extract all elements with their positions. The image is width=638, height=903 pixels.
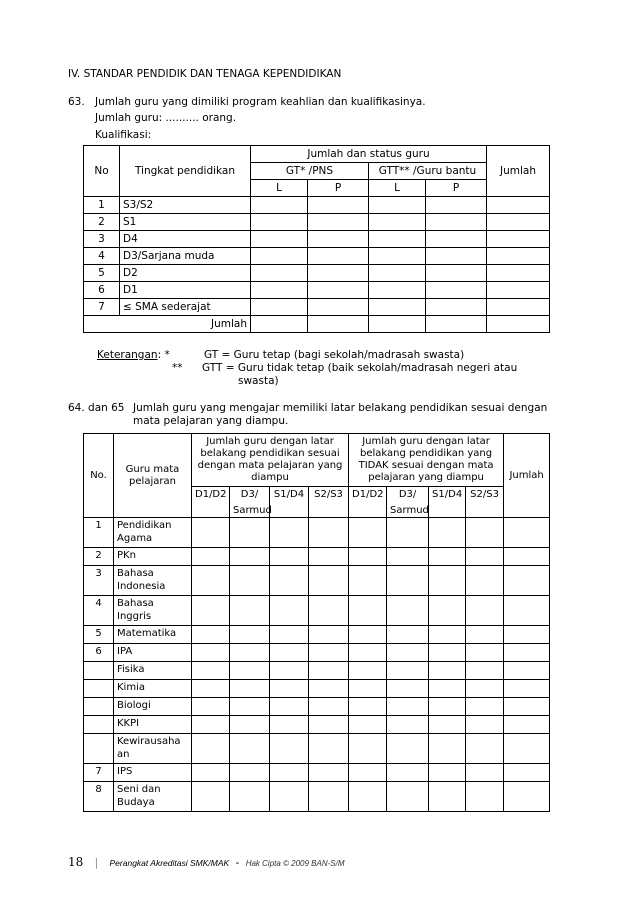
- header-l: L: [251, 180, 308, 197]
- row-number: 5: [84, 265, 120, 282]
- header-d3: [387, 487, 429, 518]
- q64-number: 64. dan 65: [68, 402, 125, 414]
- input-cell[interactable]: [387, 566, 429, 596]
- table-row: [84, 265, 550, 282]
- subject-teacher-table: [83, 433, 550, 812]
- input-cell[interactable]: [230, 566, 270, 596]
- header-p: P: [308, 180, 369, 197]
- q63-number: 63.: [68, 96, 85, 108]
- input-cell[interactable]: [349, 644, 387, 662]
- input-cell[interactable]: [309, 596, 349, 626]
- input-cell[interactable]: [487, 282, 550, 299]
- input-cell[interactable]: [387, 626, 429, 644]
- input-cell[interactable]: [349, 782, 387, 812]
- input-cell[interactable]: [429, 596, 466, 626]
- table-row: [84, 248, 550, 265]
- table-row: [84, 734, 550, 764]
- input-cell[interactable]: [426, 231, 487, 248]
- input-cell[interactable]: [349, 626, 387, 644]
- input-cell[interactable]: [369, 197, 426, 214]
- input-cell[interactable]: [426, 197, 487, 214]
- input-cell[interactable]: [504, 764, 550, 782]
- row-label: [114, 764, 192, 782]
- q63-jumlah-guru: Jumlah guru: .......... orang.: [95, 112, 237, 124]
- header-gtt: GTT** /Guru bantu: [369, 163, 487, 180]
- header-tidak-sesuai: [349, 434, 504, 487]
- input-cell[interactable]: [429, 716, 466, 734]
- row-label: D3/Sarjana muda: [120, 248, 251, 265]
- row-label: [114, 782, 192, 812]
- input-cell[interactable]: [349, 518, 387, 548]
- input-cell[interactable]: [387, 596, 429, 626]
- row-number: 4: [84, 596, 114, 626]
- table-row: [84, 716, 550, 734]
- input-cell[interactable]: [251, 299, 308, 316]
- input-cell[interactable]: [309, 716, 349, 734]
- input-cell[interactable]: [487, 265, 550, 282]
- keterangan-gt: GT = Guru tetap (bagi sekolah/madrasah swasta): [204, 349, 465, 361]
- input-cell[interactable]: [230, 548, 270, 566]
- q64-text-line2: mata pelajaran yang diampu.: [133, 415, 289, 427]
- keterangan-gtt: GTT = Guru tidak tetap (baik sekolah/madrasah negeri atau: [202, 362, 518, 374]
- header-sesuai-line4: diampu: [251, 472, 289, 483]
- input-cell[interactable]: [230, 734, 270, 764]
- table-header-row: [84, 146, 550, 163]
- input-cell[interactable]: [309, 626, 349, 644]
- input-cell[interactable]: [466, 734, 504, 764]
- input-cell[interactable]: [192, 518, 230, 548]
- input-cell[interactable]: [192, 662, 230, 680]
- input-cell[interactable]: [192, 566, 230, 596]
- keterangan-label: Keterangan: [97, 349, 158, 361]
- input-cell[interactable]: [270, 644, 309, 662]
- input-cell[interactable]: [308, 282, 369, 299]
- input-cell[interactable]: [369, 248, 426, 265]
- input-cell[interactable]: [270, 698, 309, 716]
- input-cell[interactable]: [309, 566, 349, 596]
- row-label-line1: Kimia: [117, 682, 145, 693]
- row-label-line2: an: [117, 749, 130, 760]
- input-cell[interactable]: [309, 734, 349, 764]
- input-cell[interactable]: [349, 716, 387, 734]
- input-cell[interactable]: [487, 248, 550, 265]
- input-cell[interactable]: [426, 265, 487, 282]
- section-title: IV. STANDAR PENDIDIK DAN TENAGA KEPENDIDIKAN: [68, 68, 342, 80]
- input-cell[interactable]: [230, 626, 270, 644]
- input-cell[interactable]: [487, 231, 550, 248]
- row-label: [114, 680, 192, 698]
- header-s2s3: S2/S3: [466, 487, 504, 518]
- table-row: [84, 282, 550, 299]
- header-gt: GT* /PNS: [251, 163, 369, 180]
- input-cell[interactable]: [251, 265, 308, 282]
- input-cell[interactable]: [369, 214, 426, 231]
- row-label: [114, 698, 192, 716]
- row-label-line1: Kewirausaha: [117, 736, 181, 747]
- keterangan-mark-1: : *: [157, 349, 170, 361]
- input-cell[interactable]: [349, 596, 387, 626]
- input-cell[interactable]: [487, 299, 550, 316]
- input-cell[interactable]: [309, 518, 349, 548]
- input-cell[interactable]: [466, 662, 504, 680]
- input-cell[interactable]: [251, 282, 308, 299]
- row-number: [84, 680, 114, 698]
- total-label: Jumlah: [84, 316, 251, 333]
- input-cell[interactable]: [466, 548, 504, 566]
- row-number: 4: [84, 248, 120, 265]
- input-cell[interactable]: [504, 782, 550, 812]
- row-label-line1: Matematika: [117, 628, 177, 639]
- input-cell[interactable]: [369, 299, 426, 316]
- header-d3-line1: D3/: [398, 489, 417, 500]
- input-cell[interactable]: [387, 764, 429, 782]
- header-jumlah: Jumlah: [504, 434, 550, 518]
- input-cell[interactable]: [230, 518, 270, 548]
- input-cell[interactable]: [429, 644, 466, 662]
- header-mapel-line2: pelajaran: [129, 475, 176, 487]
- row-label: [114, 662, 192, 680]
- input-cell[interactable]: [270, 680, 309, 698]
- header-no: No: [84, 146, 120, 197]
- input-cell[interactable]: [270, 734, 309, 764]
- row-label-line1: PKn: [117, 550, 136, 561]
- row-label-line1: KKPI: [117, 718, 140, 729]
- header-d1d2: D1/D2: [192, 487, 230, 518]
- row-label-line2: Budaya: [117, 797, 155, 808]
- input-cell[interactable]: [230, 596, 270, 626]
- input-cell[interactable]: [270, 716, 309, 734]
- table-row: [84, 662, 550, 680]
- row-number: 6: [84, 644, 114, 662]
- input-cell[interactable]: [429, 698, 466, 716]
- input-cell[interactable]: [466, 716, 504, 734]
- header-s1d4: S1/D4: [270, 487, 309, 518]
- header-d3: [230, 487, 270, 518]
- input-cell[interactable]: [429, 548, 466, 566]
- header-tidak-line1: Jumlah guru dengan latar: [362, 436, 490, 447]
- input-cell[interactable]: [466, 764, 504, 782]
- qualification-table: [83, 145, 550, 333]
- input-cell[interactable]: [504, 596, 550, 626]
- input-cell[interactable]: [349, 548, 387, 566]
- input-cell[interactable]: [429, 764, 466, 782]
- row-number: 7: [84, 764, 114, 782]
- input-cell[interactable]: [230, 782, 270, 812]
- footer-copyright: Hak Cipta © 2009 BAN-S/M: [245, 859, 345, 868]
- header-tidak-line4: pelajaran yang diampu: [368, 472, 484, 483]
- row-number: 5: [84, 626, 114, 644]
- input-cell[interactable]: [308, 316, 369, 333]
- input-cell[interactable]: [251, 316, 308, 333]
- input-cell[interactable]: [270, 764, 309, 782]
- row-number: 8: [84, 782, 114, 812]
- input-cell[interactable]: [251, 214, 308, 231]
- input-cell[interactable]: [387, 782, 429, 812]
- row-label: S1: [120, 214, 251, 231]
- input-cell[interactable]: [426, 214, 487, 231]
- row-number: [84, 716, 114, 734]
- header-s1d4: S1/D4: [429, 487, 466, 518]
- row-label: [114, 644, 192, 662]
- input-cell[interactable]: [466, 644, 504, 662]
- input-cell[interactable]: [387, 680, 429, 698]
- row-number: [84, 662, 114, 680]
- row-label-line2: Indonesia: [117, 581, 166, 592]
- input-cell[interactable]: [429, 680, 466, 698]
- input-cell[interactable]: [270, 548, 309, 566]
- row-label: [114, 734, 192, 764]
- row-number: [84, 698, 114, 716]
- input-cell[interactable]: [230, 698, 270, 716]
- q64-text-line1: Jumlah guru yang mengajar memiliki latar belakang pendidikan sesuai dengan: [133, 402, 548, 414]
- input-cell[interactable]: [429, 566, 466, 596]
- table-row: [84, 214, 550, 231]
- input-cell[interactable]: [309, 548, 349, 566]
- row-label: [114, 548, 192, 566]
- table-row: [84, 518, 550, 548]
- input-cell[interactable]: [504, 680, 550, 698]
- input-cell[interactable]: [308, 197, 369, 214]
- header-d1d2: D1/D2: [349, 487, 387, 518]
- row-number: 3: [84, 566, 114, 596]
- table-row: [84, 197, 550, 214]
- input-cell[interactable]: [466, 566, 504, 596]
- header-l: L: [369, 180, 426, 197]
- table-row: [84, 299, 550, 316]
- keterangan-gtt-cont: swasta): [238, 375, 279, 387]
- header-tingkat: Tingkat pendidikan: [120, 146, 251, 197]
- header-d3-line2: Sarmud: [233, 505, 272, 516]
- row-label-line1: Bahasa: [117, 598, 154, 609]
- input-cell[interactable]: [230, 716, 270, 734]
- input-cell[interactable]: [349, 734, 387, 764]
- input-cell[interactable]: [504, 662, 550, 680]
- input-cell[interactable]: [349, 680, 387, 698]
- row-label: [114, 518, 192, 548]
- row-number: 7: [84, 299, 120, 316]
- input-cell[interactable]: [504, 566, 550, 596]
- header-status: Jumlah dan status guru: [251, 146, 487, 163]
- input-cell[interactable]: [429, 662, 466, 680]
- input-cell[interactable]: [504, 518, 550, 548]
- row-label-line1: Fisika: [117, 664, 145, 675]
- input-cell[interactable]: [192, 626, 230, 644]
- input-cell[interactable]: [429, 626, 466, 644]
- input-cell[interactable]: [349, 662, 387, 680]
- page-number: 18: [68, 855, 84, 869]
- input-cell[interactable]: [309, 662, 349, 680]
- table-row: [84, 231, 550, 248]
- row-label: [114, 566, 192, 596]
- row-label-line2: Agama: [117, 533, 153, 544]
- row-label-line1: Bahasa: [117, 568, 154, 579]
- table-header-row: [84, 434, 550, 487]
- input-cell[interactable]: [308, 214, 369, 231]
- footer-separator: |: [94, 857, 99, 869]
- input-cell[interactable]: [387, 644, 429, 662]
- input-cell[interactable]: [230, 764, 270, 782]
- input-cell[interactable]: [387, 734, 429, 764]
- row-number: [84, 734, 114, 764]
- row-number: 1: [84, 197, 120, 214]
- table-row: [84, 644, 550, 662]
- row-label-line2: Inggris: [117, 611, 152, 622]
- header-d3-line1: D3/: [240, 489, 259, 500]
- input-cell[interactable]: [192, 782, 230, 812]
- input-cell[interactable]: [251, 248, 308, 265]
- row-number: 6: [84, 282, 120, 299]
- input-cell[interactable]: [387, 662, 429, 680]
- row-label-line1: Biologi: [117, 700, 151, 711]
- row-label-line1: IPA: [117, 646, 133, 657]
- header-sesuai-line3: dengan mata pelajaran yang: [197, 460, 343, 471]
- row-label: [114, 596, 192, 626]
- header-tidak-line2: belakang pendidikan yang: [360, 448, 493, 459]
- input-cell[interactable]: [466, 626, 504, 644]
- input-cell[interactable]: [270, 782, 309, 812]
- input-cell[interactable]: [487, 316, 550, 333]
- header-d3-line2: Sarmud: [390, 505, 429, 516]
- input-cell[interactable]: [309, 764, 349, 782]
- input-cell[interactable]: [429, 734, 466, 764]
- row-label: D1: [120, 282, 251, 299]
- row-number: 3: [84, 231, 120, 248]
- input-cell[interactable]: [426, 248, 487, 265]
- input-cell[interactable]: [504, 626, 550, 644]
- header-mapel-line1: Guru mata: [125, 463, 180, 475]
- input-cell[interactable]: [504, 698, 550, 716]
- input-cell[interactable]: [349, 698, 387, 716]
- table-row: [84, 596, 550, 626]
- header-sesuai-line1: Jumlah guru dengan latar: [206, 436, 334, 447]
- input-cell[interactable]: [349, 566, 387, 596]
- header-tidak-line3: TIDAK sesuai dengan mata: [358, 460, 494, 471]
- input-cell[interactable]: [230, 662, 270, 680]
- table-row: [84, 680, 550, 698]
- row-label-line1: IPS: [117, 766, 133, 777]
- table-row: [84, 626, 550, 644]
- input-cell[interactable]: [466, 680, 504, 698]
- footer: [68, 855, 345, 869]
- header-sesuai-line2: belakang pendidikan sesuai: [200, 448, 340, 459]
- input-cell[interactable]: [230, 680, 270, 698]
- row-label: [114, 716, 192, 734]
- total-row: [84, 316, 550, 333]
- input-cell[interactable]: [192, 734, 230, 764]
- input-cell[interactable]: [192, 698, 230, 716]
- row-label-line1: Seni dan: [117, 784, 161, 795]
- input-cell[interactable]: [309, 644, 349, 662]
- header-jumlah: Jumlah: [487, 146, 550, 197]
- row-number: 2: [84, 214, 120, 231]
- row-label: ≤ SMA sederajat: [120, 299, 251, 316]
- input-cell[interactable]: [466, 518, 504, 548]
- input-cell[interactable]: [192, 716, 230, 734]
- keterangan-block: [97, 349, 170, 361]
- input-cell[interactable]: [270, 662, 309, 680]
- header-p: P: [426, 180, 487, 197]
- row-number: 1: [84, 518, 114, 548]
- input-cell[interactable]: [308, 248, 369, 265]
- input-cell[interactable]: [192, 764, 230, 782]
- input-cell[interactable]: [429, 782, 466, 812]
- input-cell[interactable]: [251, 197, 308, 214]
- input-cell[interactable]: [369, 316, 426, 333]
- table-row: [84, 548, 550, 566]
- input-cell[interactable]: [387, 716, 429, 734]
- input-cell[interactable]: [426, 282, 487, 299]
- table-row: [84, 782, 550, 812]
- input-cell[interactable]: [309, 698, 349, 716]
- q63-text: Jumlah guru yang dimiliki program keahlian dan kualifikasinya.: [95, 96, 426, 108]
- input-cell[interactable]: [270, 518, 309, 548]
- input-cell[interactable]: [387, 698, 429, 716]
- input-cell[interactable]: [426, 299, 487, 316]
- input-cell[interactable]: [466, 698, 504, 716]
- input-cell[interactable]: [466, 782, 504, 812]
- header-no: No.: [84, 434, 114, 518]
- input-cell[interactable]: [349, 764, 387, 782]
- row-label: [114, 626, 192, 644]
- table-row: [84, 764, 550, 782]
- input-cell[interactable]: [504, 716, 550, 734]
- input-cell[interactable]: [192, 644, 230, 662]
- input-cell[interactable]: [251, 231, 308, 248]
- row-label: S3/S2: [120, 197, 251, 214]
- input-cell[interactable]: [504, 644, 550, 662]
- input-cell[interactable]: [429, 518, 466, 548]
- footer-dash: -: [235, 857, 240, 869]
- input-cell[interactable]: [387, 548, 429, 566]
- input-cell[interactable]: [308, 231, 369, 248]
- input-cell[interactable]: [192, 680, 230, 698]
- input-cell[interactable]: [369, 265, 426, 282]
- q63-kualifikasi-label: Kualifikasi:: [95, 129, 152, 141]
- input-cell[interactable]: [309, 680, 349, 698]
- input-cell[interactable]: [487, 214, 550, 231]
- table-row: [84, 566, 550, 596]
- header-s2s3: S2/S3: [309, 487, 349, 518]
- input-cell[interactable]: [466, 596, 504, 626]
- input-cell[interactable]: [270, 626, 309, 644]
- input-cell[interactable]: [270, 566, 309, 596]
- input-cell[interactable]: [309, 782, 349, 812]
- input-cell[interactable]: [192, 548, 230, 566]
- input-cell[interactable]: [504, 734, 550, 764]
- row-label: D4: [120, 231, 251, 248]
- keterangan-mark-2: **: [172, 362, 183, 374]
- row-label-line1: Pendidikan: [117, 520, 172, 531]
- input-cell[interactable]: [487, 197, 550, 214]
- row-number: 2: [84, 548, 114, 566]
- input-cell[interactable]: [369, 282, 426, 299]
- input-cell[interactable]: [270, 596, 309, 626]
- input-cell[interactable]: [192, 596, 230, 626]
- header-sesuai: [192, 434, 349, 487]
- table-row: [84, 698, 550, 716]
- input-cell[interactable]: [308, 299, 369, 316]
- input-cell[interactable]: [369, 231, 426, 248]
- header-mapel: [114, 434, 192, 518]
- input-cell[interactable]: [230, 644, 270, 662]
- footer-title: Perangkat Akreditasi SMK/MAK: [109, 858, 230, 868]
- input-cell[interactable]: [387, 518, 429, 548]
- input-cell[interactable]: [426, 316, 487, 333]
- input-cell[interactable]: [308, 265, 369, 282]
- input-cell[interactable]: [504, 548, 550, 566]
- row-label: D2: [120, 265, 251, 282]
